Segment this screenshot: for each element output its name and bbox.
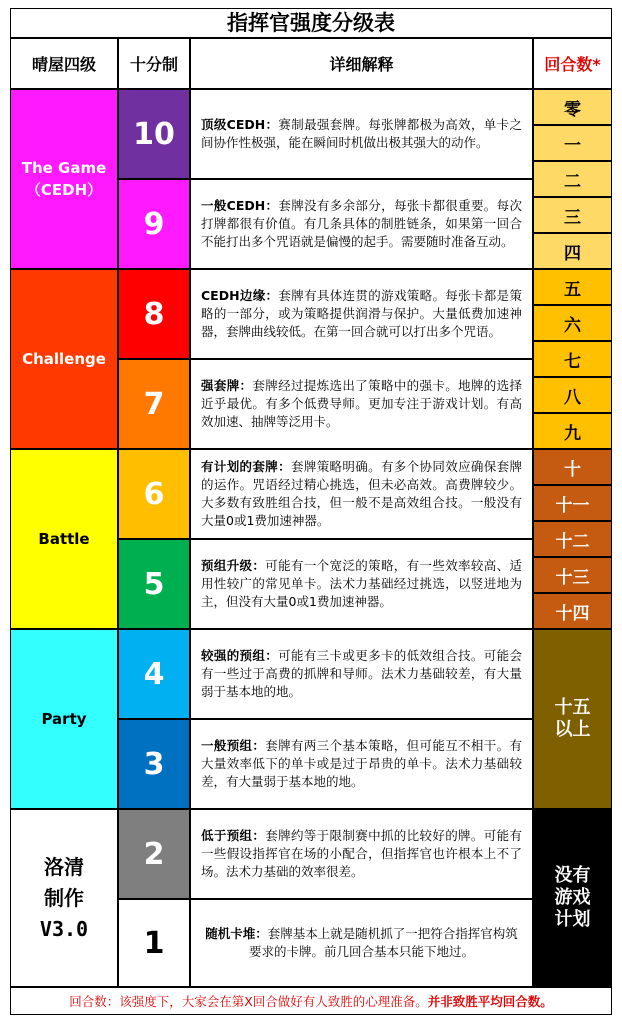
header-score: 十分制 xyxy=(118,38,190,89)
description-title: 较强的预组： xyxy=(201,648,279,663)
round-cell xyxy=(533,161,612,197)
score-cell xyxy=(118,89,190,179)
score-cell xyxy=(118,809,190,899)
description-text: 可能有三卡或更多卡的低效组合技。可能会有一些过于高费的抓牌和导师。法术力基础较差，有大量弱于基本地的地。 xyxy=(201,648,522,699)
score-value: 1 xyxy=(143,925,165,961)
description-cell xyxy=(190,809,533,899)
score-value: 4 xyxy=(143,656,165,692)
credit-author: 洛清 xyxy=(43,854,84,879)
description-cell xyxy=(190,539,533,629)
description-cell xyxy=(190,719,533,809)
description-title: 随机卡堆： xyxy=(205,926,268,941)
description-cell xyxy=(190,899,533,987)
header-rounds: 回合数* xyxy=(533,38,612,89)
round-cell xyxy=(533,557,612,593)
description-title: 一般预组： xyxy=(201,738,266,753)
round-cell xyxy=(533,593,612,629)
round-label: 十五以上 xyxy=(554,697,591,740)
score-value: 8 xyxy=(143,296,165,332)
header-tier: 晴屋四级 xyxy=(10,38,118,89)
round-cell xyxy=(533,521,612,557)
round-label: 十二 xyxy=(555,531,590,552)
round-label: 九 xyxy=(564,423,581,444)
description-title: CEDH边缘： xyxy=(201,288,279,303)
description-cell xyxy=(190,269,533,359)
round-label: 十一 xyxy=(555,495,590,516)
round-label: 七 xyxy=(564,351,581,372)
score-value: 3 xyxy=(143,746,165,782)
description-cell xyxy=(190,449,533,539)
score-cell xyxy=(118,719,190,809)
description-title: 一般CEDH： xyxy=(201,198,279,213)
score-cell xyxy=(118,269,190,359)
round-cell xyxy=(533,269,612,305)
score-value: 7 xyxy=(143,386,165,422)
description-cell xyxy=(190,359,533,449)
description-text: 赛制最强套牌。每张牌都极为高效，单卡之间协作性极强，能在瞬间时机做出极其强大的动作。 xyxy=(201,117,522,150)
round-label: 十三 xyxy=(555,567,590,588)
credit-block xyxy=(10,809,118,987)
score-value: 10 xyxy=(133,116,175,152)
description-text: 套牌基本上就是随机抓了一把符合指挥官构筑要求的卡牌。前几回合基本只能下地过。 xyxy=(248,926,518,959)
description-title: 顶级CEDH： xyxy=(201,117,279,132)
description-title: 预组升级： xyxy=(201,558,266,573)
description-cell xyxy=(190,89,533,179)
tier-party xyxy=(10,629,118,809)
tier-sublabel: （CEDH） xyxy=(25,181,103,199)
tier-challenge xyxy=(10,269,118,449)
round-cell xyxy=(533,305,612,341)
round-label: 三 xyxy=(564,207,581,228)
credit-made: 制作 xyxy=(43,885,84,910)
header-detail: 详细解释 xyxy=(190,38,533,89)
description-text: 套牌策略明确。有多个协同效应确保套牌的运作。咒语经过精心挑选，但未必高效。高费牌较少。大多数有致胜组合技，但一般不是高效组合技。一般没有大量0或1费加速神器。 xyxy=(201,459,522,528)
round-cell xyxy=(533,413,612,449)
score-cell xyxy=(118,629,190,719)
round-cell xyxy=(533,629,612,809)
score-cell xyxy=(118,539,190,629)
tier-label: Challenge xyxy=(22,350,106,368)
round-cell xyxy=(533,197,612,233)
round-cell xyxy=(533,233,612,269)
description-text: 套牌有两三个基本策略，但可能互不相干。有大量效率低下的单卡或是过于昂贵的单卡。法术力基础较差，有大量弱于基本地的地。 xyxy=(201,738,522,789)
round-cell xyxy=(533,341,612,377)
round-cell xyxy=(533,125,612,161)
description-text: 套牌约等于限制赛中抓的比较好的牌。可能有一些假设指挥官在场的小配合，但指挥官也许根本上不了场。法术力基础的效率很差。 xyxy=(201,828,522,879)
credit-version: V3.0 xyxy=(39,916,89,941)
tier-label: The Game xyxy=(21,159,107,177)
description-cell xyxy=(190,629,533,719)
page-title: 指挥官强度分级表 xyxy=(10,8,612,38)
score-cell xyxy=(118,899,190,987)
description-title: 强套牌： xyxy=(201,378,253,393)
round-label: 没有游戏计划 xyxy=(554,865,591,930)
description-text: 套牌没有多余部分，每张卡都很重要。每次打牌都很有价值。有几条具体的制胜链条，如果第一回合不能打出多个咒语就是偏慢的起手。需要随时准备互动。 xyxy=(201,198,522,249)
footer-note xyxy=(10,987,612,1015)
description-text: 可能有一个宽泛的策略，有一些效率较高、适用性较广的常见单卡。法术力基础经过挑选，以竖进地为主，但没有大量0或1费加速神器。 xyxy=(201,558,522,609)
description-text: 套牌有具体连贯的游戏策略。每张卡都是策略的一部分，或为策略提供润滑与保护。大量低费加速神器，套牌曲线较低。在第一回合就可以打出多个咒语。 xyxy=(201,288,522,339)
round-label: 八 xyxy=(564,387,581,408)
score-value: 6 xyxy=(143,476,165,512)
round-cell xyxy=(533,449,612,485)
round-label: 二 xyxy=(564,171,581,192)
round-label: 六 xyxy=(564,315,581,336)
tier-label: Battle xyxy=(38,530,90,548)
round-cell xyxy=(533,485,612,521)
round-label: 五 xyxy=(564,279,581,300)
round-cell xyxy=(533,377,612,413)
round-label: 十四 xyxy=(555,603,590,624)
round-label: 十 xyxy=(564,459,581,480)
round-cell xyxy=(533,89,612,125)
score-value: 9 xyxy=(143,206,165,242)
round-label: 四 xyxy=(564,243,581,264)
description-cell xyxy=(190,179,533,269)
round-cell xyxy=(533,809,612,987)
description-text: 套牌经过提炼选出了策略中的强卡。地牌的选择近乎最优。有多个低费导师。更加专注于游戏计划。有高效加速、抽牌等泛用卡。 xyxy=(201,378,522,429)
tier-the-game xyxy=(10,89,118,269)
score-cell xyxy=(118,179,190,269)
score-value: 2 xyxy=(143,836,165,872)
score-value: 5 xyxy=(143,566,165,602)
tier-label: Party xyxy=(41,710,87,728)
footer-text: 回合数：该强度下，大家会在第X回合做好有人致胜的心理准备。 xyxy=(69,994,428,1009)
score-cell xyxy=(118,359,190,449)
round-label: 一 xyxy=(564,135,581,156)
description-title: 低于预组： xyxy=(201,828,266,843)
tier-battle xyxy=(10,449,118,629)
score-cell xyxy=(118,449,190,539)
description-title: 有计划的套牌： xyxy=(201,459,291,474)
footer-emphasis: 并非致胜平均回合数。 xyxy=(427,994,553,1009)
round-label: 零 xyxy=(564,99,581,120)
